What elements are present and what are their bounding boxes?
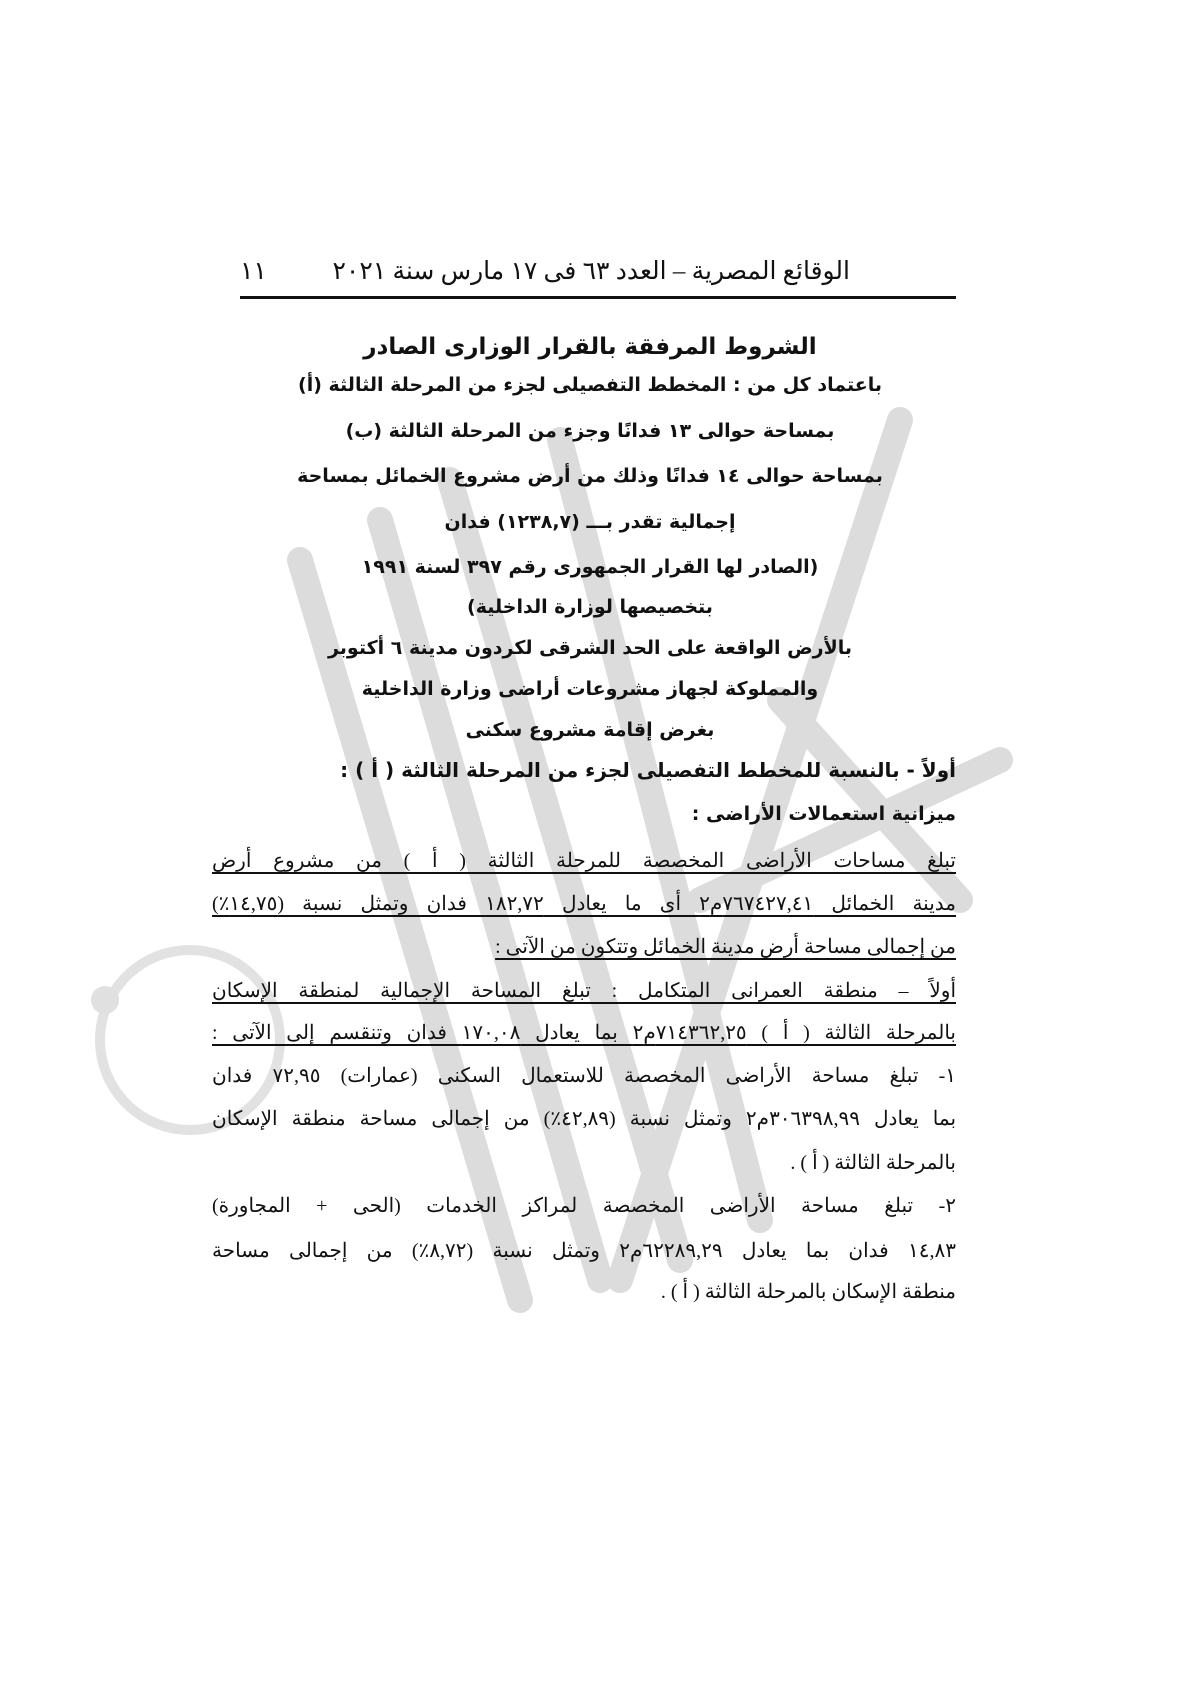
gazette-header-title: الوقائع المصرية – العدد ٦٣ فى ١٧ مارس سنة ٢٠٢١ — [332, 258, 850, 285]
body-line: من إجمالى مساحة أرض مدينة الخمائل وتتكون من الآتى : — [495, 936, 956, 958]
intro-line: والمملوكة لجهاز مشروعات أراضى وزارة الداخلية — [361, 678, 819, 700]
body-line: تبلغ مساحات الأراضى المخصصة للمرحلة الثالثة ( أ ) من مشروع أرض — [212, 850, 956, 872]
intro-line: بالأرض الواقعة على الحد الشرقى لكردون مدينة ٦ أكتوبر — [327, 637, 853, 659]
section-heading: أولاً - بالنسبة للمخطط التفصيلى لجزء من المرحلة الثالثة ( أ ) : — [340, 758, 956, 782]
body-line: منطقة الإسكان بالمرحلة الثالثة ( أ ) . — [660, 1281, 956, 1303]
body-line: بالمرحلة الثالثة ( أ ) . — [790, 1152, 956, 1174]
body-line: بما يعادل ٣٠٦٣٩٨,٩٩م٢ وتمثل نسبة (٤٢,٨٩٪) من إجمالى مساحة منطقة الإسكان — [212, 1108, 957, 1130]
header-rule — [240, 296, 956, 299]
subheading: ميزانية استعمالات الأراضى : — [691, 803, 956, 825]
document-title: الشروط المرفقة بالقرار الوزارى الصادر — [363, 334, 817, 360]
intro-line: بتخصيصها لوزارة الداخلية) — [467, 596, 713, 618]
intro-line: بمساحة حوالى ١٤ فدانًا وذلك من أرض مشروع الخمائل بمساحة — [297, 465, 883, 487]
body-line: مدينة الخمائل ٧٦٧٤٢٧,٤١م٢ أى ما يعادل ١٨٢,٧٢ فدان وتمثل نسبة (١٤,٧٥٪) — [212, 893, 956, 915]
body-line: بالمرحلة الثالثة ( أ ) ٧١٤٣٦٢,٢٥م٢ بما يعادل ١٧٠,٠٨ فدان وتنقسم إلى الآتى : — [212, 1022, 956, 1044]
body-line: ١- تبلغ مساحة الأراضى المخصصة للاستعمال السكنى (عمارات) ٧٢,٩٥ فدان — [212, 1065, 956, 1087]
body-line: أولاً – منطقة العمرانى المتكامل : تبلغ المساحة الإجمالية لمنطقة الإسكان — [212, 980, 956, 1002]
intro-line: (الصادر لها القرار الجمهورى رقم ٣٩٧ لسنة ١٩٩١ — [361, 556, 819, 578]
intro-line: بمساحة حوالى ١٣ فدانًا وجزء من المرحلة الثالثة (ب) — [345, 420, 835, 442]
page-number: ١١ — [240, 258, 267, 285]
body-line: ٢- تبلغ مساحة الأراضى المخصصة لمراكز الخدمات (الحى + المجاورة) — [212, 1195, 956, 1217]
intro-line: إجمالية تقدر بـــ (١٢٣٨,٧) فدان — [444, 511, 736, 533]
intro-line: بغرض إقامة مشروع سكنى — [465, 719, 715, 741]
intro-line: باعتماد كل من : المخطط التفصيلى لجزء من المرحلة الثالثة (أ) — [298, 374, 882, 396]
body-line: ١٤,٨٣ فدان بما يعادل ٦٢٢٨٩,٢٩م٢ وتمثل نسبة (٨,٧٢٪) من إجمالى مساحة — [212, 1240, 956, 1262]
